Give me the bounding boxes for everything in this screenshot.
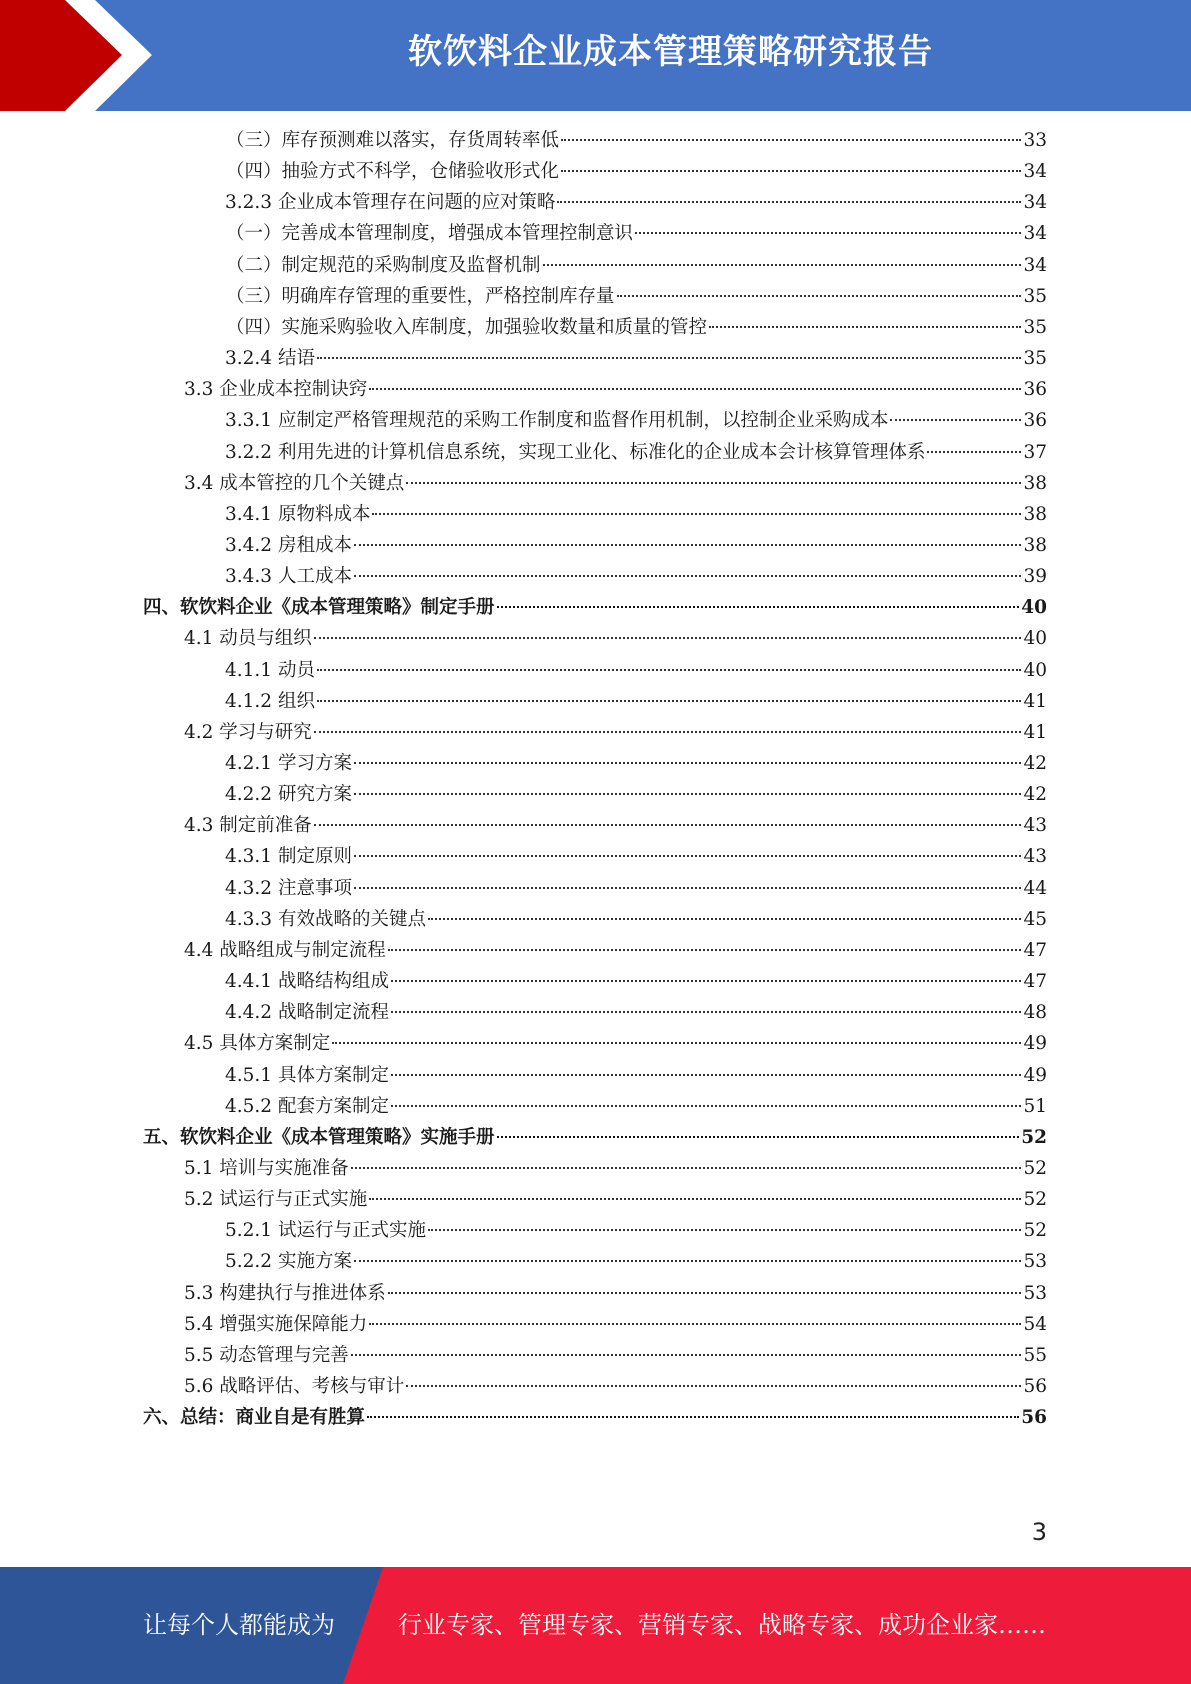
toc-entry[interactable] <box>226 312 1047 343</box>
toc-entry-page: 42 <box>1023 753 1047 774</box>
toc-entry-title: 4.4.2 战略制定流程 <box>225 1002 389 1024</box>
toc-dot-leader <box>428 918 1021 920</box>
toc-entry-title: 4.5.1 具体方案制定 <box>225 1064 389 1086</box>
toc-entry-page: 44 <box>1023 877 1047 899</box>
toc-dot-leader <box>354 544 1022 546</box>
toc-dot-leader <box>497 1136 1020 1138</box>
toc-entry[interactable] <box>143 1122 1047 1153</box>
toc-entry[interactable] <box>225 779 1047 810</box>
toc-entry[interactable] <box>184 468 1047 499</box>
toc-entry-title: 4.3.3 有效战略的关键点 <box>225 908 426 930</box>
toc-dot-leader <box>369 1198 1021 1200</box>
toc-entry-page: 49 <box>1023 1064 1047 1086</box>
toc-entry-page: 43 <box>1023 815 1047 837</box>
toc-dot-leader <box>354 1260 1022 1262</box>
toc-entry-page: 56 <box>1023 1376 1047 1397</box>
footer-slogan-left: 让每个人都能成为 <box>143 1611 335 1639</box>
toc-entry[interactable] <box>184 717 1047 748</box>
toc-dot-leader <box>351 1167 1022 1169</box>
toc-entry[interactable] <box>225 748 1047 779</box>
toc-entry[interactable] <box>184 1278 1047 1309</box>
toc-entry[interactable] <box>184 1340 1047 1371</box>
toc-entry[interactable] <box>225 966 1047 997</box>
toc-entry-title: （三）库存预测难以落实，存货周转率低 <box>226 130 560 151</box>
toc-dot-leader <box>406 482 1021 484</box>
toc-entry-title: 4.3.2 注意事项 <box>225 877 352 899</box>
toc-entry-title: 4.4.1 战略结构组成 <box>225 971 389 993</box>
toc-dot-leader <box>543 264 1022 266</box>
toc-entry-title: 3.3 企业成本控制诀窍 <box>184 379 368 401</box>
toc-dot-leader <box>561 139 1021 141</box>
toc-entry-title: 4.2.2 研究方案 <box>225 784 352 806</box>
toc-dot-leader <box>406 1385 1021 1387</box>
toc-entry[interactable] <box>226 156 1047 187</box>
toc-dot-leader <box>497 606 1020 608</box>
toc-entry-page: 47 <box>1023 939 1047 961</box>
toc-dot-leader <box>557 201 1021 203</box>
toc-entry-title: 4.1 动员与组织 <box>184 628 312 650</box>
toc-entry[interactable] <box>143 1402 1047 1433</box>
toc-dot-leader <box>617 295 1022 297</box>
footer-slogan-right: 行业专家、管理专家、营销专家、战略专家、成功企业家…… <box>398 1611 1046 1639</box>
toc-entry-page: 34 <box>1023 161 1047 183</box>
toc-dot-leader <box>391 1074 1021 1076</box>
toc-dot-leader <box>354 762 1022 764</box>
toc-entry-page: 34 <box>1023 223 1047 245</box>
toc-entry[interactable] <box>225 1060 1047 1091</box>
toc-entry-page: 36 <box>1023 410 1047 432</box>
toc-entry-title: 4.1.2 组织 <box>225 690 315 712</box>
toc-entry-title: 4.3.1 制定原则 <box>225 846 352 868</box>
toc-dot-leader <box>317 700 1022 702</box>
toc-entry[interactable] <box>226 281 1047 312</box>
toc-dot-leader <box>317 669 1022 671</box>
toc-entry-page: 39 <box>1023 566 1047 588</box>
toc-entry-page: 52 <box>1023 1157 1047 1179</box>
toc-dot-leader <box>354 793 1022 795</box>
toc-entry-page: 51 <box>1023 1095 1047 1117</box>
page-number: 3 <box>1031 1518 1047 1546</box>
toc-entry-page: 36 <box>1023 379 1047 401</box>
toc-entry-title: 4.2.1 学习方案 <box>225 753 352 774</box>
toc-entry[interactable] <box>225 405 1047 436</box>
toc-entry[interactable] <box>225 904 1047 935</box>
toc-entry-title: 4.4 战略组成与制定流程 <box>184 939 386 961</box>
toc-dot-leader <box>332 1042 1021 1044</box>
toc-entry-title: 5.5 动态管理与完善 <box>184 1344 349 1366</box>
toc-entry-page: 40 <box>1023 659 1047 681</box>
toc-dot-leader <box>314 731 1022 733</box>
toc-entry-title: （二）制定规范的采购制度及监督机制 <box>226 254 541 276</box>
toc-entry[interactable] <box>184 1153 1047 1184</box>
toc-entry[interactable] <box>184 1371 1047 1402</box>
toc-entry[interactable] <box>225 1091 1047 1122</box>
toc-entry-page: 38 <box>1023 534 1047 556</box>
toc-entry-page: 35 <box>1023 285 1047 307</box>
toc-entry[interactable] <box>184 1309 1047 1340</box>
toc-entry[interactable] <box>184 810 1047 841</box>
toc-entry-page: 34 <box>1023 254 1047 276</box>
toc-entry-page: 55 <box>1023 1344 1047 1366</box>
toc-dot-leader <box>388 1292 1022 1294</box>
toc-entry-title: 3.2.3 企业成本管理存在问题的应对策略 <box>225 192 556 214</box>
toc-entry-title: 5.1 培训与实施准备 <box>184 1157 349 1179</box>
toc-dot-leader <box>927 451 1021 453</box>
toc-entry-page: 38 <box>1023 472 1047 494</box>
toc-entry-title: 四、软饮料企业《成本管理策略》制定手册 <box>143 597 495 619</box>
toc-entry-title: 4.2 学习与研究 <box>184 721 312 743</box>
toc-entry[interactable] <box>226 250 1047 281</box>
toc-dot-leader <box>635 232 1021 234</box>
toc-dot-leader <box>369 1323 1021 1325</box>
toc-entry-title: 4.5 具体方案制定 <box>184 1033 331 1055</box>
toc-entry-page: 53 <box>1023 1282 1047 1304</box>
toc-entry-title: 3.3.1 应制定严格管理规范的采购工作制度和监督作用机制，以控制企业采购成本 <box>225 410 889 432</box>
toc-entry-title: （三）明确库存管理的重要性，严格控制库存量 <box>226 285 615 307</box>
toc-entry-title: 3.4.3 人工成本 <box>225 566 352 588</box>
toc-entry-page: 35 <box>1023 316 1047 338</box>
toc-dot-leader <box>391 1011 1021 1013</box>
toc-entry-title: 3.4.2 房租成本 <box>225 534 352 556</box>
toc-entry[interactable] <box>226 218 1047 249</box>
toc-entry-title: 4.5.2 配套方案制定 <box>225 1095 389 1117</box>
toc-entry-title: 4.1.1 动员 <box>225 659 315 681</box>
toc-dot-leader <box>367 1416 1019 1418</box>
toc-entry-page: 40 <box>1021 597 1047 619</box>
toc-entry-title: 5.3 构建执行与推进体系 <box>184 1282 386 1304</box>
toc-entry-page: 38 <box>1023 503 1047 525</box>
toc-dot-leader <box>709 326 1021 328</box>
toc-dot-leader <box>354 855 1022 857</box>
toc-entry-title: 5.2 试运行与正式实施 <box>184 1189 368 1211</box>
toc-entry[interactable] <box>184 935 1047 966</box>
toc-entry-title: （四）抽验方式不科学，仓储验收形式化 <box>226 161 560 183</box>
toc-entry-page: 42 <box>1023 784 1047 806</box>
toc-dot-leader <box>561 170 1021 172</box>
toc-entry-title: 3.2.4 结语 <box>225 348 315 370</box>
toc-entry-page: 41 <box>1023 721 1047 743</box>
toc-entry-title: 5.4 增强实施保障能力 <box>184 1313 368 1335</box>
toc-entry[interactable] <box>226 125 1047 156</box>
toc-entry-title: 3.2.2 利用先进的计算机信息系统，实现工业化、标准化的企业成本会计核算管理体系 <box>225 441 926 463</box>
toc-entry-title: 3.4 成本管控的几个关键点 <box>184 472 405 494</box>
toc-entry[interactable] <box>184 1184 1047 1215</box>
toc-entry-title: 五、软饮料企业《成本管理策略》实施手册 <box>143 1126 495 1148</box>
toc-dot-leader <box>354 887 1022 889</box>
toc-dot-leader <box>388 949 1022 951</box>
toc-entry[interactable] <box>184 374 1047 405</box>
toc-entry-title: （一）完善成本管理制度，增强成本管理控制意识 <box>226 223 634 245</box>
toc-entry[interactable] <box>143 592 1047 623</box>
toc-entry-page: 34 <box>1023 192 1047 214</box>
toc-entry-page: 49 <box>1023 1033 1047 1055</box>
toc-entry[interactable] <box>225 1215 1047 1246</box>
toc-dot-leader <box>391 1105 1021 1107</box>
toc-entry-title: 六、总结：商业自是有胜算 <box>143 1407 366 1429</box>
toc-entry-page: 41 <box>1023 690 1047 712</box>
toc-entry[interactable] <box>225 437 1047 468</box>
toc-dot-leader <box>351 1354 1022 1356</box>
toc-entry[interactable] <box>225 655 1047 686</box>
toc-entry-page: 53 <box>1023 1251 1047 1273</box>
toc-entry-page: 35 <box>1023 348 1047 370</box>
toc-entry[interactable] <box>184 623 1047 654</box>
toc-entry-page: 37 <box>1023 441 1047 463</box>
toc-entry[interactable] <box>225 561 1047 592</box>
toc-entry-title: 5.2.2 实施方案 <box>225 1251 352 1273</box>
document-title: 软饮料企业成本管理策略研究报告 <box>408 32 933 72</box>
toc-dot-leader <box>354 575 1022 577</box>
toc-entry-title: 5.6 战略评估、考核与审计 <box>184 1376 405 1397</box>
toc-entry[interactable] <box>225 499 1047 530</box>
toc-entry[interactable] <box>225 997 1047 1028</box>
toc-dot-leader <box>391 980 1021 982</box>
toc-entry[interactable] <box>225 686 1047 717</box>
toc-entry-page: 52 <box>1021 1126 1047 1148</box>
page-footer <box>0 1567 1191 1684</box>
toc-entry-page: 45 <box>1023 908 1047 930</box>
toc-dot-leader <box>314 824 1022 826</box>
toc-entry-title: 5.2.1 试运行与正式实施 <box>225 1220 426 1242</box>
toc-entry-page: 48 <box>1023 1002 1047 1024</box>
page-header <box>0 0 1191 111</box>
toc-entry[interactable] <box>225 187 1047 218</box>
toc-dot-leader <box>314 637 1022 639</box>
toc-entry-title: 4.3 制定前准备 <box>184 815 312 837</box>
toc-entry-page: 47 <box>1023 971 1047 993</box>
toc-entry-title: 3.4.1 原物料成本 <box>225 503 371 525</box>
toc-entry-page: 56 <box>1021 1407 1047 1429</box>
toc-entry-page: 54 <box>1023 1313 1047 1335</box>
toc-entry-page: 52 <box>1023 1189 1047 1211</box>
toc-entry-page: 33 <box>1023 130 1047 151</box>
toc-entry[interactable] <box>225 873 1047 904</box>
toc-entry[interactable] <box>225 530 1047 561</box>
toc-entry-title: （四）实施采购验收入库制度，加强验收数量和质量的管控 <box>226 316 708 338</box>
toc-entry[interactable] <box>225 343 1047 374</box>
toc-dot-leader <box>369 388 1021 390</box>
toc-dot-leader <box>890 419 1021 421</box>
toc-entry[interactable] <box>225 841 1047 872</box>
toc-entry-page: 52 <box>1023 1220 1047 1242</box>
toc-entry-page: 40 <box>1023 628 1047 650</box>
toc-entry[interactable] <box>184 1028 1047 1059</box>
toc-entry-page: 43 <box>1023 846 1047 868</box>
toc-entry[interactable] <box>225 1246 1047 1277</box>
toc-dot-leader <box>428 1229 1021 1231</box>
toc-dot-leader <box>372 513 1021 515</box>
toc-dot-leader <box>317 357 1022 359</box>
